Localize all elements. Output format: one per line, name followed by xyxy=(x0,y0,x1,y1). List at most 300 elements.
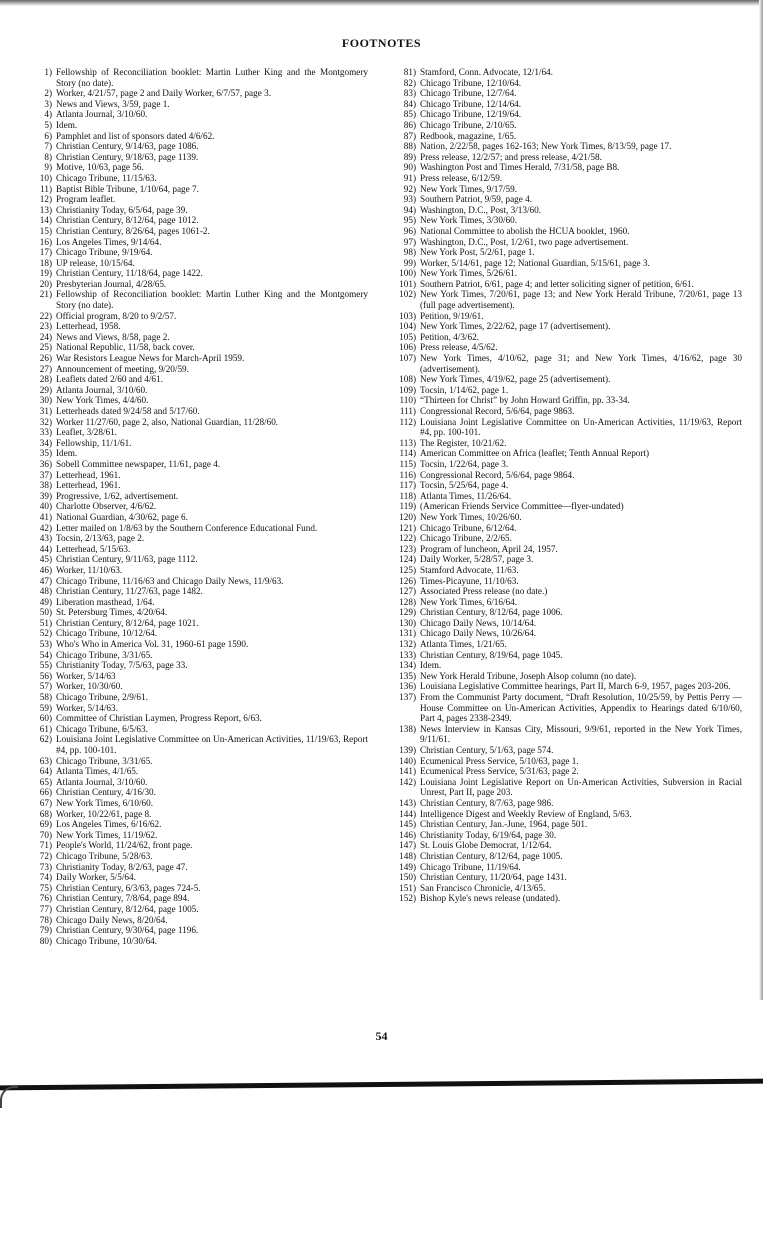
footnote-item xyxy=(26,353,368,364)
footnote-number: 23) xyxy=(39,321,52,332)
footnote-item xyxy=(26,67,368,88)
footnote-item xyxy=(390,311,742,322)
footnote-text: Worker, 5/14/61, page 12; National Guardian, 5/15/61, page 3. xyxy=(420,257,650,268)
bottom-rule xyxy=(0,1079,763,1091)
footnote-text: Chicago Tribune, 10/30/64. xyxy=(56,935,158,946)
footnote-number: 65) xyxy=(39,776,52,787)
footnote-text: Nation, 2/22/58, pages 162-163; New York Times, 8/13/59, page 17. xyxy=(420,141,672,152)
footnote-item xyxy=(390,99,742,110)
footnote-text: Charlotte Observer, 4/6/62. xyxy=(56,501,157,512)
footnote-number: 134) xyxy=(399,660,416,671)
footnote-number: 22) xyxy=(39,310,52,321)
footnote-number: 84) xyxy=(403,98,416,109)
footnote-text: Southern Patriot, 9/59, page 4. xyxy=(420,194,533,205)
footnote-number: 152) xyxy=(399,893,416,904)
footnote-item xyxy=(26,406,368,417)
footnote-item xyxy=(390,448,742,459)
footnote-text: Chicago Tribune, 10/12/64. xyxy=(56,628,158,639)
footnote-item xyxy=(390,385,742,396)
footnote-text: Leaflets dated 2/60 and 4/61. xyxy=(56,374,163,385)
footnote-number: 121) xyxy=(399,522,416,533)
footnote-text: Official program, 8/20 to 9/2/57. xyxy=(56,310,177,321)
footnote-text: Worker, 5/14/63. xyxy=(56,702,118,713)
footnote-item xyxy=(26,713,368,724)
footnotes-left-column xyxy=(26,67,368,946)
footnote-text: Christian Century, Jan.-June, 1964, page 501. xyxy=(420,819,588,830)
footnote-number: 61) xyxy=(39,723,52,734)
footnote-item xyxy=(26,904,368,915)
footnote-item xyxy=(390,353,742,374)
footnote-number: 101) xyxy=(399,278,416,289)
footnote-text: Program leaflet. xyxy=(56,194,116,205)
footnote-text: Christianity Today, 7/5/63, page 33. xyxy=(56,660,188,671)
footnote-number: 90) xyxy=(403,162,416,173)
footnote-number: 63) xyxy=(39,755,52,766)
footnote-number: 21) xyxy=(39,289,52,300)
footnote-number: 18) xyxy=(39,257,52,268)
footnote-text: Chicago Tribune, 3/31/65. xyxy=(56,649,153,660)
footnote-number: 51) xyxy=(39,617,52,628)
footnote-item xyxy=(390,342,742,353)
footnote-text: Letterhead, 1961. xyxy=(56,480,121,491)
footnote-text: Atlanta Journal, 3/10/60. xyxy=(56,109,148,120)
footnote-text: Southern Patriot, 6/61, page 4; and letter soliciting signer of petition, 6/61. xyxy=(420,278,694,289)
footnote-item xyxy=(26,501,368,512)
footnote-number: 42) xyxy=(39,522,52,533)
footnote-text: Congressional Record, 5/6/64, page 9863. xyxy=(420,406,575,416)
footnote-text: Atlanta Times, 11/26/64. xyxy=(420,490,512,501)
page-number: 54 xyxy=(375,1029,388,1043)
footnote-item xyxy=(390,533,742,544)
footnote-text: Christian Century, 11/18/64, page 1422. xyxy=(56,268,203,279)
footnote-number: 82) xyxy=(403,77,416,88)
footnote-text: News and Views, 3/59, page 1. xyxy=(56,98,170,109)
footnote-text: Letterhead, 1961. xyxy=(56,469,121,480)
footnote-number: 13) xyxy=(39,204,52,215)
footnote-text: Progressive, 1/62, advertisement. xyxy=(56,490,179,501)
footnote-number: 147) xyxy=(399,840,416,851)
footnote-text: St. Petersburg Times, 4/20/64. xyxy=(56,607,168,618)
footnote-text: New York Times, 4/10/62, page 31; and New York Times, 4/16/62, page 30 (advertisement). xyxy=(420,353,742,374)
footnote-text: Fellowship of Reconciliation booklet: Martin Luther King and the Montgomery Story (no date). xyxy=(56,289,368,311)
footnote-text: Chicago Tribune, 12/14/64. xyxy=(420,98,522,109)
footnote-item xyxy=(390,639,742,650)
footnote-text: Pamphlet and list of sponsors dated 4/6/62. xyxy=(56,130,215,141)
footnote-number: 100) xyxy=(399,268,416,279)
footnote-item xyxy=(26,385,368,396)
footnote-text: Chicago Tribune, 12/7/64. xyxy=(420,88,517,99)
footnote-item xyxy=(390,830,742,841)
footnote-text: Chicago Tribune, 12/19/64. xyxy=(420,109,522,120)
footnote-number: 125) xyxy=(399,564,416,575)
footnote-item xyxy=(26,681,368,692)
footnote-text: Christian Century, 11/27/63, page 1482. xyxy=(56,586,203,597)
footnote-item xyxy=(26,459,368,470)
footnote-text: People's World, 11/24/62, front page. xyxy=(56,840,193,851)
footnote-number: 86) xyxy=(403,119,416,130)
footnote-number: 59) xyxy=(39,702,52,713)
footnote-item xyxy=(26,840,368,851)
footnote-number: 146) xyxy=(399,829,416,840)
footnote-number: 33) xyxy=(39,427,52,438)
footnote-item xyxy=(390,724,742,745)
footnote-item xyxy=(26,565,368,576)
footnote-item xyxy=(390,777,742,798)
footnote-text: Los Angeles Times, 6/16/62. xyxy=(56,819,162,830)
footnote-item xyxy=(390,480,742,491)
footnote-item xyxy=(390,395,742,406)
footnote-item xyxy=(390,162,742,173)
footnote-text: Who's Who in America Vol. 31, 1960-61 page 1590. xyxy=(56,639,249,650)
footnote-item xyxy=(390,597,742,608)
footnote-number: 8) xyxy=(44,151,52,162)
footnote-number: 138) xyxy=(399,723,416,734)
footnote-number: 129) xyxy=(399,607,416,618)
footnote-number: 102) xyxy=(399,289,416,300)
footnote-text: Christian Century, 8/12/64, page 1005. xyxy=(420,850,563,861)
footnote-number: 128) xyxy=(399,596,416,607)
footnote-number: 133) xyxy=(399,649,416,660)
footnote-item xyxy=(390,554,742,565)
footnote-text: Chicago Daily News, 10/14/64. xyxy=(420,617,537,628)
footnote-item xyxy=(390,279,742,290)
footnote-text: Stamford Advocate, 11/63. xyxy=(420,564,519,575)
footnote-number: 113) xyxy=(399,437,416,448)
footnote-text: Redbook, magazine, 1/65. xyxy=(420,130,517,141)
footnote-number: 25) xyxy=(39,342,52,353)
footnote-text: American Committee on Africa (leaflet; Tenth Annual Report) xyxy=(420,448,650,459)
page-title: FOOTNOTES xyxy=(341,36,422,50)
footnote-item xyxy=(390,289,742,310)
footnote-item xyxy=(390,374,742,385)
footnote-item xyxy=(390,247,742,258)
footnote-item xyxy=(390,798,742,809)
footnote-number: 77) xyxy=(39,903,52,914)
footnote-text: New York Times, 5/26/61. xyxy=(420,268,518,279)
footnote-item xyxy=(26,205,368,216)
footnote-number: 26) xyxy=(39,353,52,364)
footnote-number: 105) xyxy=(399,331,416,342)
footnote-number: 56) xyxy=(39,670,52,681)
scan-edge-right xyxy=(759,0,763,1000)
footnote-item xyxy=(390,660,742,671)
footnote-number: 149) xyxy=(399,861,416,872)
footnote-number: 71) xyxy=(39,840,52,851)
footnote-number: 34) xyxy=(39,437,52,448)
footnote-number: 94) xyxy=(403,204,416,215)
footnote-item xyxy=(390,628,742,639)
footnote-item xyxy=(26,131,368,142)
footnote-number: 15) xyxy=(39,225,52,236)
footnote-text: Associated Press release (no date.) xyxy=(420,586,548,597)
footnote-text: Daily Worker, 5/28/57, page 3. xyxy=(420,554,534,565)
footnote-number: 143) xyxy=(399,797,416,808)
footnote-text: Chicago Tribune, 2/10/65. xyxy=(420,119,517,130)
footnote-item xyxy=(26,342,368,353)
footnote-text: Program of luncheon, April 24, 1957. xyxy=(420,543,558,554)
footnote-number: 117) xyxy=(399,480,416,491)
footnote-text: San Francisco Chronicle, 4/13/65. xyxy=(420,882,546,893)
footnote-text: Christian Century, 8/19/64, page 1045. xyxy=(420,649,563,660)
footnote-item xyxy=(26,819,368,830)
footnote-number: 4) xyxy=(44,109,52,120)
footnote-text: Christian Century, 9/30/64, page 1196. xyxy=(56,925,199,936)
footnote-text: Bishop Kyle's news release (undated). xyxy=(420,893,561,904)
footnote-item xyxy=(390,512,742,523)
footnote-item xyxy=(26,438,368,449)
footnote-item xyxy=(26,734,368,755)
footnote-text: Chicago Daily News, 8/20/64. xyxy=(56,914,168,925)
footnote-number: 29) xyxy=(39,384,52,395)
footnote-item xyxy=(390,618,742,629)
footnote-text: Washington Post and Times Herald, 7/31/58, page B8. xyxy=(420,162,620,173)
footnote-item xyxy=(26,671,368,682)
footnote-text: Times-Picayune, 11/10/63. xyxy=(420,575,519,586)
footnote-number: 5) xyxy=(44,119,52,130)
footnote-number: 6) xyxy=(44,130,52,141)
footnote-text: Washington, D.C., Post, 3/13/60. xyxy=(420,204,542,215)
footnote-number: 37) xyxy=(39,469,52,480)
footnote-text: New York Times, 3/30/60. xyxy=(420,215,518,226)
footnote-number: 104) xyxy=(399,321,416,332)
footnote-item xyxy=(26,533,368,544)
footnote-number: 17) xyxy=(39,247,52,258)
footnote-item xyxy=(26,883,368,894)
footnote-text: Presbyterian Journal, 4/28/65. xyxy=(56,278,167,289)
footnote-number: 109) xyxy=(399,384,416,395)
footnote-number: 119) xyxy=(399,501,416,512)
footnote-item xyxy=(390,194,742,205)
footnote-text: Chicago Tribune, 12/10/64. xyxy=(420,77,522,88)
footnote-item xyxy=(26,936,368,947)
footnote-number: 53) xyxy=(39,639,52,650)
footnote-text: New York Times, 10/26/60. xyxy=(420,511,522,522)
footnote-number: 1) xyxy=(44,67,52,77)
footnote-number: 11) xyxy=(40,183,52,194)
footnote-text: Press release, 6/12/59. xyxy=(420,172,503,183)
footnote-number: 148) xyxy=(399,850,416,861)
footnote-number: 32) xyxy=(39,416,52,427)
footnote-text: News Interview in Kansas City, Missouri, 9/9/61, reported in the New York Times, 9/11/61. xyxy=(420,723,742,745)
footnote-number: 66) xyxy=(39,787,52,798)
footnote-text: Worker, 5/14/63 xyxy=(56,670,116,681)
footnote-text: Louisiana Legislative Committee hearings, Part II, March 6-9, 1957, pages 203-206. xyxy=(420,681,731,692)
footnote-item xyxy=(26,268,368,279)
footnote-number: 27) xyxy=(39,363,52,374)
footnote-item xyxy=(26,925,368,936)
footnote-item xyxy=(390,607,742,618)
footnote-number: 97) xyxy=(403,236,416,247)
footnote-number: 120) xyxy=(399,511,416,522)
footnote-item xyxy=(26,332,368,343)
footnote-number: 10) xyxy=(39,172,52,183)
footnote-text: Chicago Tribune, 2/9/61. xyxy=(56,692,148,703)
footnote-number: 7) xyxy=(44,141,52,152)
footnote-item xyxy=(390,681,742,692)
footnote-number: 67) xyxy=(39,797,52,808)
footnote-text: Atlanta Times, 1/21/65. xyxy=(420,639,507,650)
footnote-number: 139) xyxy=(399,745,416,755)
footnote-text: Ecumenical Press Service, 5/10/63, page 1. xyxy=(420,755,579,766)
footnote-text: Letterheads dated 9/24/58 and 5/17/60. xyxy=(56,406,200,416)
footnote-number: 49) xyxy=(39,596,52,607)
footnote-number: 57) xyxy=(39,681,52,692)
footnote-item xyxy=(26,554,368,565)
footnote-number: 103) xyxy=(399,310,416,321)
footnote-number: 36) xyxy=(39,458,52,469)
footnote-item xyxy=(390,205,742,216)
footnote-number: 54) xyxy=(39,649,52,660)
footnote-item xyxy=(390,141,742,152)
footnote-text: Christian Century, 8/12/64, page 1021. xyxy=(56,617,199,628)
footnote-text: Chicago Tribune, 2/2/65. xyxy=(420,533,512,544)
footnote-item xyxy=(26,798,368,809)
footnote-text: New York Times, 2/22/62, page 17 (advertisement). xyxy=(420,321,611,332)
footnote-item xyxy=(26,141,368,152)
footnote-number: 111) xyxy=(399,406,416,416)
footnote-text: National Republic, 11/58, back cover. xyxy=(56,342,195,353)
footnote-number: 35) xyxy=(39,448,52,459)
footnote-text: Tocsin, 1/14/62, page 1. xyxy=(420,384,509,395)
footnote-text: Atlanta Journal, 3/10/60. xyxy=(56,384,148,395)
footnote-number: 99) xyxy=(403,257,416,268)
footnote-item xyxy=(390,67,742,78)
footnote-item xyxy=(26,766,368,777)
footnote-item xyxy=(26,109,368,120)
footnote-text: New York Times, 7/20/61, page 13; and New York Herald Tribune, 7/20/61, page 13 (full page advertisement). xyxy=(420,289,742,311)
footnote-text: New York Times, 4/19/62, page 25 (advertisement). xyxy=(420,374,611,385)
footnote-number: 45) xyxy=(39,554,52,565)
footnote-item xyxy=(390,237,742,248)
footnote-item xyxy=(26,289,368,310)
footnote-number: 48) xyxy=(39,586,52,597)
footnote-text: Christian Century, 8/12/64, page 1012. xyxy=(56,215,199,226)
footnote-text: New York Herald Tribune, Joseph Alsop column (no date). xyxy=(420,670,637,681)
footnote-number: 141) xyxy=(399,766,416,777)
footnote-text: Fellowship, 11/1/61. xyxy=(56,437,132,448)
footnote-text: Louisiana Joint Legislative Committee on Un-American Activities, 11/19/63, Report #4, pp. 100-101. xyxy=(420,416,742,438)
footnote-text: Washington, D.C., Post, 1/2/61, two page advertisement. xyxy=(420,236,629,247)
footnote-text: Christian Century, 9/11/63, page 1112. xyxy=(56,554,198,565)
footnote-text: Letterhead, 1958. xyxy=(56,321,121,332)
footnote-text: Petition, 4/3/62. xyxy=(420,331,479,342)
footnote-item xyxy=(26,660,368,671)
footnote-item xyxy=(390,756,742,767)
footnote-text: Press release, 12/2/57; and press release, 4/21/58. xyxy=(420,151,602,162)
footnote-item xyxy=(26,395,368,406)
footnote-text: Worker 11/27/60, page 2, also, National Guardian, 11/28/60. xyxy=(56,416,279,427)
footnote-item xyxy=(390,862,742,873)
footnote-item xyxy=(26,523,368,534)
footnote-text: Christian Century, 8/7/63, page 986. xyxy=(420,797,554,808)
footnote-item xyxy=(26,639,368,650)
footnote-text: Christian Century, 4/16/30. xyxy=(56,787,156,798)
footnote-text: Worker, 11/10/63. xyxy=(56,564,123,575)
footnote-item xyxy=(26,851,368,862)
footnote-number: 24) xyxy=(39,331,52,342)
footnote-text: National Guardian, 4/30/62, page 6. xyxy=(56,511,188,522)
footnote-text: St. Louis Globe Democrat, 1/12/64. xyxy=(420,840,552,851)
footnote-text: Chicago Tribune, 9/19/64. xyxy=(56,247,153,258)
footnote-text: Christian Century, 6/3/63, pages 724-5. xyxy=(56,882,201,893)
footnote-item xyxy=(26,576,368,587)
footnote-number: 3) xyxy=(44,98,52,109)
footnote-item xyxy=(390,544,742,555)
footnote-number: 28) xyxy=(39,374,52,385)
footnote-number: 44) xyxy=(39,543,52,554)
footnote-text: War Resistors League News for March-April 1959. xyxy=(56,353,245,364)
footnote-item xyxy=(26,88,368,99)
footnote-item xyxy=(26,650,368,661)
footnote-text: Chicago Tribune, 6/12/64. xyxy=(420,522,517,533)
footnote-item xyxy=(390,470,742,481)
footnote-text: Petition, 9/19/61. xyxy=(420,310,484,321)
footnote-number: 135) xyxy=(399,670,416,681)
footnote-text: New York Times, 11/19/62. xyxy=(56,829,158,840)
footnote-text: Sobell Committee newspaper, 11/61, page 4. xyxy=(56,458,221,469)
footnote-number: 43) xyxy=(39,533,52,544)
footnote-item xyxy=(26,226,368,237)
footnote-number: 14) xyxy=(39,215,52,226)
footnote-text: Idem. xyxy=(420,660,442,671)
footnote-number: 50) xyxy=(39,607,52,618)
footnote-item xyxy=(390,226,742,237)
footnote-text: Christianity Today, 6/5/64, page 39. xyxy=(56,204,188,215)
footnote-item xyxy=(390,152,742,163)
footnote-item xyxy=(26,99,368,110)
footnote-number: 132) xyxy=(399,639,416,650)
footnote-number: 76) xyxy=(39,893,52,904)
footnote-text: Christian Century, 11/20/64, page 1431. xyxy=(420,872,567,883)
footnote-number: 9) xyxy=(44,162,52,173)
footnote-item xyxy=(26,417,368,428)
footnote-number: 124) xyxy=(399,554,416,565)
footnote-text: News and Views, 8/58, page 2. xyxy=(56,331,170,342)
footnote-number: 30) xyxy=(39,395,52,406)
footnote-item xyxy=(26,279,368,290)
footnote-item xyxy=(390,459,742,470)
footnote-text: New York Times, 4/4/60. xyxy=(56,395,149,406)
footnote-number: 83) xyxy=(403,88,416,99)
footnote-text: Worker, 4/21/57, page 2 and Daily Worker, 6/7/57, page 3. xyxy=(56,88,271,99)
footnote-number: 87) xyxy=(403,130,416,141)
footnote-item xyxy=(390,819,742,830)
footnote-item xyxy=(26,448,368,459)
footnote-item xyxy=(26,374,368,385)
footnote-number: 47) xyxy=(39,575,52,586)
footnote-number: 73) xyxy=(39,861,52,872)
footnote-number: 68) xyxy=(39,808,52,819)
footnote-item xyxy=(390,268,742,279)
footnote-text: Tocsin, 5/25/64, page 4. xyxy=(420,480,509,491)
footnote-text: Tocsin, 1/22/64, page 3. xyxy=(420,458,509,469)
footnote-text: Stamford, Conn. Advocate, 12/1/64. xyxy=(420,67,553,77)
footnote-text: Christianity Today, 6/19/64, page 30. xyxy=(420,829,557,840)
footnote-number: 114) xyxy=(399,448,416,459)
footnote-text: Chicago Daily News, 10/26/64. xyxy=(420,628,537,639)
footnote-text: Christianity Today, 8/2/63, page 47. xyxy=(56,861,188,872)
footnote-item xyxy=(26,703,368,714)
footnote-number: 91) xyxy=(403,172,416,183)
footnote-number: 96) xyxy=(403,225,416,236)
footnote-number: 55) xyxy=(39,660,52,671)
footnote-number: 108) xyxy=(399,374,416,385)
footnote-item xyxy=(390,417,742,438)
footnote-item xyxy=(390,840,742,851)
footnote-item xyxy=(26,480,368,491)
footnote-text: Baptist Bible Tribune, 1/10/64, page 7. xyxy=(56,183,199,194)
footnote-text: Ecumenical Press Service, 5/31/63, page 2. xyxy=(420,766,579,777)
